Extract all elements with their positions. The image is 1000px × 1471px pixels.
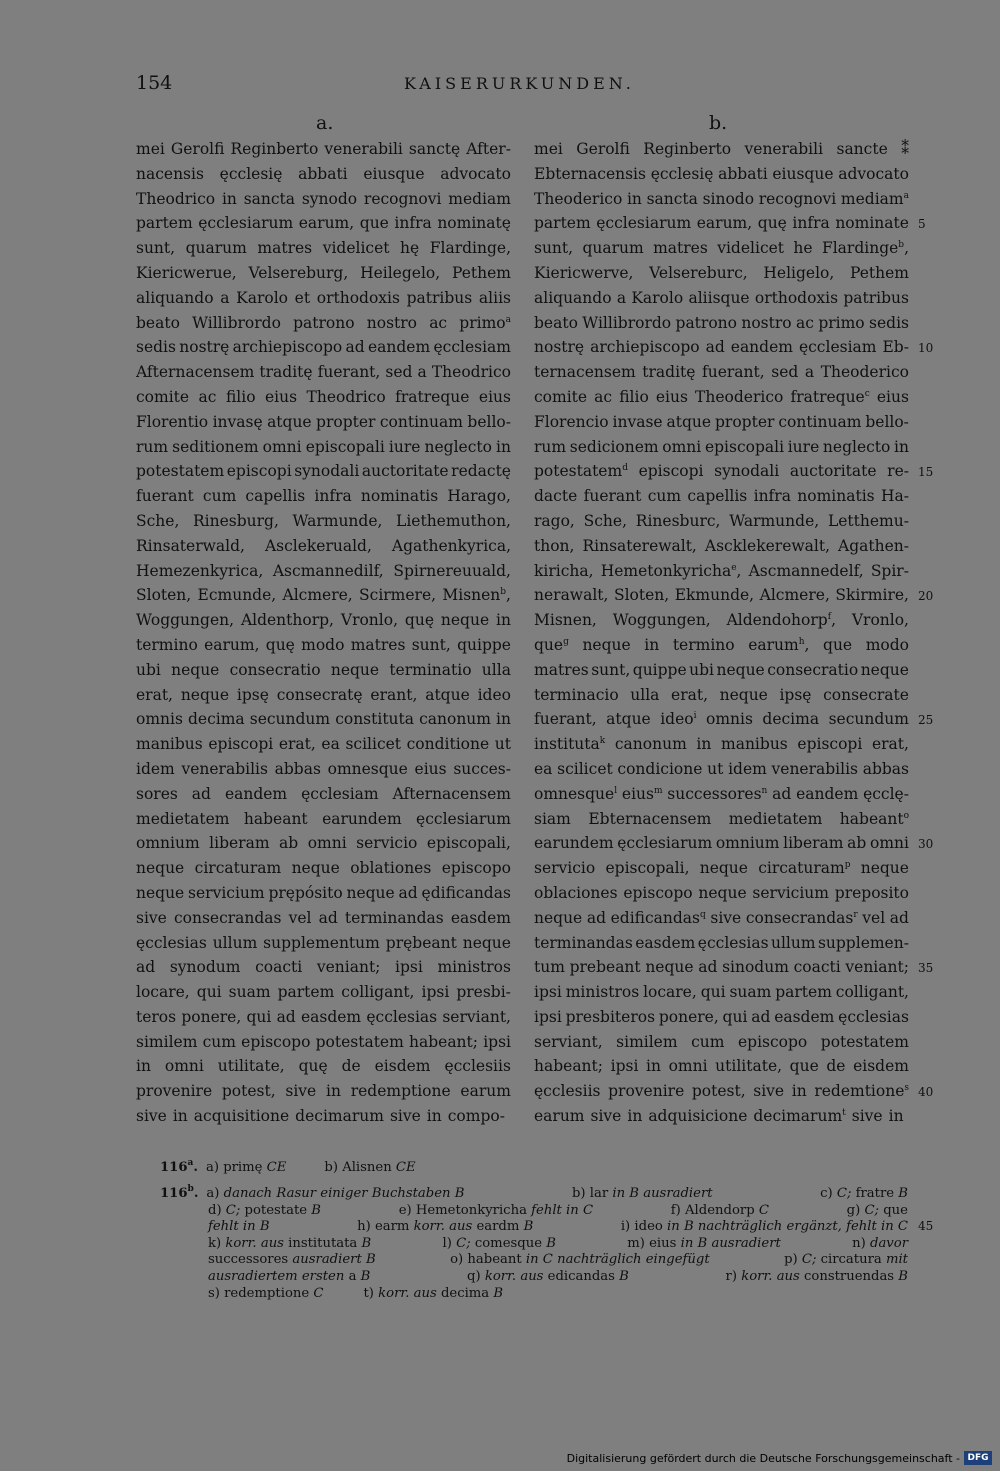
text-line: rago, Sche, Rinesburc, Warmunde, Letthemu-: [534, 511, 909, 530]
text-line: Ebternacensis ęcclesię abbati eiusque advocato: [534, 164, 909, 183]
text-line: omnis decima secundum constituta canonum in: [136, 710, 511, 729]
text-line: matres sunt, quippe ubi neque consecratio neque: [534, 660, 909, 679]
text-line: serviant, similem cum episcopo potestatem: [534, 1032, 909, 1051]
text-line: Afternacensem traditę fuerant, sed a Theodrico: [136, 363, 511, 382]
text-line: termino earum, quę modo matres sunt, quippe: [136, 635, 511, 654]
page-number: 154: [136, 72, 173, 94]
text-line: Florencio invase atque propter continuam bello-: [534, 412, 909, 431]
text-line: earum sive in adquisicione decimarum$^t$ sive in: [534, 1107, 904, 1126]
text-line: comite ac filio eius Theoderico fratreque$^c$ eius: [534, 387, 909, 406]
text-line: Kiericwerve, Velsereburc, Heligelo, Pethem: [534, 263, 909, 282]
text-line: comite ac filio eius Theodrico fratreque eius: [136, 387, 511, 406]
text-line: manibus episcopi erat, ea scilicet conditione ut: [136, 735, 511, 754]
running-head: KAISERURKUNDEN.: [404, 74, 635, 93]
footnote-row: ausradiertem ersten a B q) korr. aus edicandas B r) korr. aus construendas B: [208, 1268, 908, 1284]
footnote-row: d) C; potestate B e) Hemetonkyricha fehlt in C f) Aldendorp C g) C; que: [208, 1202, 908, 1218]
text-line: fuerant, atque ideo$^i$ omnis decima secundum: [534, 710, 909, 729]
text-line: ipsi ministros locare, qui suam partem colligant,: [534, 983, 909, 1002]
text-line: Theoderico in sancta sinodo recognovi mediam$^a$: [534, 189, 909, 208]
text-line: Woggungen, Aldenthorp, Vronlo, quę neque in: [136, 611, 511, 630]
text-line: medietatem habeant earundem ęcclesiarum: [136, 809, 511, 828]
text-line: thon, Rinsaterewalt, Ascklekerewalt, Agathen-: [534, 536, 909, 555]
text-line: teros ponere, qui ad easdem ęcclesias serviant,: [136, 1007, 511, 1026]
text-line: ęcclesias ullum supplementum prębeant neque: [136, 933, 511, 952]
column-a-heading: a.: [316, 112, 334, 134]
margin-line-number: 25: [918, 713, 934, 728]
footnote-row: s) redemptione C t) korr. aus decima B: [208, 1285, 504, 1301]
text-line: mei Gerolfi Reginberto venerabili sancte ⁑: [534, 140, 909, 158]
text-line: que$^g$ neque in termino earum$^h$, que modo: [534, 635, 909, 654]
footnote-row: fehlt in B h) earm korr. aus eardm B i) ideo in B nachträglich ergänzt, fehlt in C: [208, 1219, 908, 1235]
text-line: dacte fuerant cum capellis infra nominatis Ha-: [534, 487, 909, 506]
text-line: aliquando a Karolo et orthodoxis patribus aliis: [136, 288, 511, 307]
text-line: ubi neque consecratio neque terminatio ulla: [136, 660, 511, 679]
text-line: nerawalt, Sloten, Ekmunde, Alcmere, Skirmire,: [534, 586, 909, 605]
text-line: partem ęcclesiarum earum, quę infra nominate: [534, 214, 909, 233]
text-line: earundem ęcclesiarum omnium liberam ab omni: [534, 834, 909, 853]
text-line: sores ad eandem ęcclesiam Afternacensem: [136, 784, 511, 803]
text-line: potestatem$^d$ episcopi synodali auctoritate re-: [534, 462, 909, 481]
text-line: beato Willibrordo patrono nostro ac primo sedis: [534, 313, 909, 332]
text-line: neque servicium prępósito neque ad ędificandas: [136, 883, 511, 902]
text-line: Rinsaterwald, Asclekeruald, Agathenkyrica,: [136, 536, 511, 555]
text-line: Sche, Rinesburg, Warmunde, Liethemuthon,: [136, 511, 511, 530]
text-line: partem ęcclesiarum earum, que infra nominatę: [136, 214, 511, 233]
text-line: idem venerabilis abbas omnesque eius succes-: [136, 759, 511, 778]
margin-line-number: 40: [918, 1085, 934, 1100]
text-line: ea scilicet condicione ut idem venerabilis abbas: [534, 759, 909, 778]
text-line: Kiericwerue, Velsereburg, Heilegelo, Pethem: [136, 263, 511, 282]
footnotes-a: [160, 1160, 908, 1177]
footnote-row: k) korr. aus institutata B l) C; comesque B m) eius in B ausradiert n) davor: [208, 1235, 908, 1251]
text-line: rum seditionem omni episcopali iure neglecto in: [136, 437, 511, 456]
column-a-text: [136, 137, 511, 1129]
margin-line-number: 15: [918, 465, 934, 480]
text-line: potestatem episcopi synodali auctoritate redactę: [136, 462, 511, 481]
text-line: terminandas easdem ęcclesias ullum supplemen-: [534, 933, 909, 952]
text-line: Theodrico in sancta synodo recognovi mediam: [136, 189, 511, 208]
margin-line-number: 45: [918, 1219, 934, 1233]
text-line: in omni utilitate, quę de eisdem ęcclesiis: [136, 1057, 511, 1076]
footnote-row: 116$^b$. a) danach Rasur einiger Buchstaben B b) lar in B ausradiert c) C; fratre B: [160, 1184, 908, 1201]
text-line: similem cum episcopo potestatem habeant; ipsi: [136, 1032, 511, 1051]
text-line: omnium liberam ab omni servicio episcopali,: [136, 834, 511, 853]
footnote-row: successores ausradiert B o) habeant in C nachträglich eingefügt p) C; circatura mit: [208, 1252, 908, 1268]
footnotes-b: [160, 1186, 908, 1302]
margin-line-number: 10: [918, 341, 934, 356]
text-line: fuerant cum capellis infra nominatis Harago,: [136, 487, 511, 506]
text-line: nacensis ęcclesię abbati eiusque advocato: [136, 164, 511, 183]
text-line: tum prebeant neque ad sinodum coacti veniant;: [534, 958, 909, 977]
margin-line-number: 30: [918, 837, 934, 852]
text-line: neque ad edificandas$^q$ sive consecrandas$^r$ vel ad: [534, 908, 909, 927]
text-line: Misnen, Woggungen, Aldendohorp$^f$, Vronlo,: [534, 611, 909, 630]
text-line: habeant; ipsi in omni utilitate, que de eisdem: [534, 1057, 909, 1076]
text-line: ipsi presbiteros ponere, qui ad easdem ęcclesias: [534, 1007, 909, 1026]
footnote-row: 116$^a$. a) primę CE b) Alisnen CE: [160, 1158, 416, 1175]
text-line: provenire potest, sive in redemptione earum: [136, 1082, 511, 1101]
text-line: sunt, quarum matres videlicet he Flardinge$^b$,: [534, 239, 909, 258]
text-line: aliquando a Karolo aliisque orthodoxis patribus: [534, 288, 909, 307]
text-line: oblaciones episcopo neque servicium preposito: [534, 883, 909, 902]
text-line: Sloten, Ecmunde, Alcmere, Scirmere, Misnen$^b$,: [136, 586, 511, 605]
column-b-text: [534, 137, 909, 1129]
text-line: ternacensem traditę fuerant, sed a Theoderico: [534, 363, 909, 382]
text-line: sive consecrandas vel ad terminandas easdem: [136, 908, 511, 927]
margin-line-number: 35: [918, 961, 934, 976]
column-b-heading: b.: [709, 112, 728, 134]
text-line: instituta$^k$ canonum in manibus episcopi erat,: [534, 735, 909, 754]
dfg-logo: DFG: [964, 1451, 992, 1465]
text-line: sive in acquisitione decimarum sive in compo-: [136, 1107, 505, 1126]
text-line: Hemezenkyrica, Ascmannedilf, Spirnereuuald,: [136, 561, 511, 580]
text-line: sunt, quarum matres videlicet hę Flardinge,: [136, 239, 511, 258]
text-line: kiricha, Hemetonkyricha$^e$, Ascmannedelf, Spir-: [534, 561, 909, 580]
text-line: rum sedicionem omni episcopali iure neglecto in: [534, 437, 909, 456]
text-line: Florentio invasę atque propter continuam bello-: [136, 412, 511, 431]
text-line: terminacio ulla erat, neque ipsę consecrate: [534, 685, 909, 704]
text-line: erat, neque ipsę consecratę erant, atque ideo: [136, 685, 511, 704]
text-line: neque circaturam neque oblationes episcopo: [136, 859, 511, 878]
text-line: ad synodum coacti veniant; ipsi ministros: [136, 958, 511, 977]
text-line: beato Willibrordo patrono nostro ac primo$^a$: [136, 313, 511, 332]
text-line: locare, qui suam partem colligant, ipsi presbi-: [136, 983, 511, 1002]
text-line: ęcclesiis provenire potest, sive in redemtione$^s$: [534, 1082, 909, 1101]
text-line: sedis nostrę archiepiscopo ad eandem ęcclesiam: [136, 338, 511, 357]
text-line: siam Ebternacensem medietatem habeant$^o$: [534, 809, 909, 828]
digitization-credit: Digitalisierung gefördert durch die Deutsche Forschungsgemeinschaft -: [566, 1452, 960, 1465]
margin-line-number: 5: [918, 217, 926, 232]
text-line: servicio episcopali, neque circaturam$^p$ neque: [534, 859, 909, 878]
text-line: mei Gerolfi Reginberto venerabili sanctę After-: [136, 140, 511, 158]
margin-line-number: 20: [918, 589, 934, 604]
text-line: nostrę archiepiscopo ad eandem ęcclesiam Eb-: [534, 338, 909, 357]
text-line: omnesque$^l$ eius$^m$ successores$^n$ ad eandem ęcclę-: [534, 784, 909, 803]
